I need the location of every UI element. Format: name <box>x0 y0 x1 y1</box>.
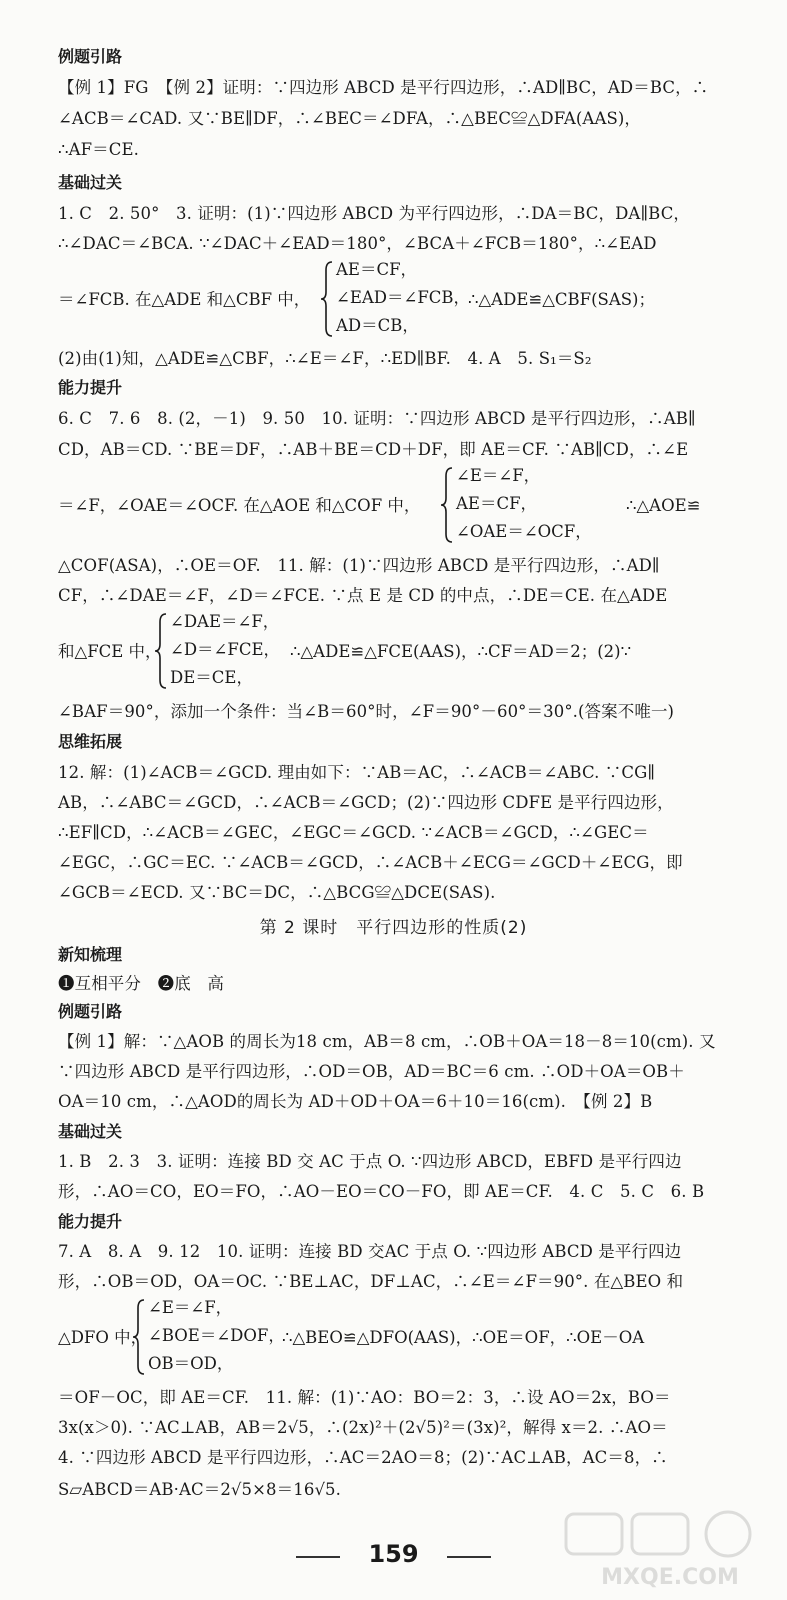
text-line: 【例 1】解：∵△AOB 的周长为18 cm，AB＝8 cm，∴OB＋OA＝18－8＝10(cm). 又 <box>58 1032 716 1051</box>
left-brace-icon <box>440 466 454 544</box>
text-line: ∠EGC，∴GC＝EC. ∵∠ACB＝∠GCD，∴∠ACB＋∠ECG＝∠GCD＋∠ECG，即 <box>58 853 683 872</box>
system-suffix: ∴△AOE≌ <box>626 496 701 515</box>
system-condition: ∠D＝∠FCE， <box>170 640 280 659</box>
text-line: 1. C 2. 50° 3. 证明：(1)∵四边形 ABCD 为平行四边形，∴DA＝BC，DA∥BC， <box>58 204 691 223</box>
watermark-text: MXQE.COM <box>601 1565 739 1590</box>
system-condition: AE＝CF， <box>336 260 418 279</box>
lesson-title: 第 2 课时 平行四边形的性质(2) <box>259 918 528 938</box>
left-brace-icon <box>154 612 168 690</box>
heading-liti-2: 例题引路 <box>58 1002 123 1021</box>
page-number: 159 <box>368 1540 419 1568</box>
text-line: ∴AF＝CE. <box>58 140 139 159</box>
system-prefix: △DFO 中， <box>58 1328 148 1347</box>
text-line: ＝OF－OC，即 AE＝CF. 11. 解：(1)∵AO：BO＝2：3，∴设 AO＝2x，BO＝ <box>58 1388 671 1407</box>
system-condition: ∠OAE＝∠OCF， <box>456 522 592 541</box>
system-prefix: ＝∠FCB. 在△ADE 和△CBF 中， <box>58 290 311 309</box>
text-line: 形，∴AO＝CO，EO＝FO，∴AO－EO＝CO－FO，即 AE＝CF. 4. C 5. C 6. B <box>58 1182 705 1201</box>
text-line: ∠GCB＝∠ECD. 又∵BC＝DC，∴△BCG≌△DCE(SAS). <box>58 883 496 902</box>
footer-dash-right <box>447 1556 491 1558</box>
system-condition: DE＝CE， <box>170 668 253 687</box>
text-line: 形，∴OB＝OD，OA＝OC. ∵BE⊥AC，DF⊥AC，∴∠E＝∠F＝90°. 在△BEO 和 <box>58 1272 684 1291</box>
text-line: S▱ABCD＝AB·AC＝2√5×8＝16√5. <box>58 1480 342 1499</box>
system-prefix: ＝∠F，∠OAE＝∠OCF. 在△AOE 和△COF 中， <box>58 496 421 515</box>
system-condition: ∠E＝∠F， <box>148 1298 233 1317</box>
text-line: 1. B 2. 3 3. 证明：连接 BD 交 AC 于点 O. ∵四边形 ABCD，EBFD 是平行四边 <box>58 1152 682 1171</box>
heading-nengli-2: 能力提升 <box>58 1212 123 1231</box>
system-condition: ∠E＝∠F， <box>456 466 541 485</box>
system-prefix: 和△FCE 中， <box>58 642 162 661</box>
watermark-logo <box>560 1508 780 1592</box>
text-line: 7. A 8. A 9. 12 10. 证明：连接 BD 交AC 于点 O. ∵四边形 ABCD 是平行四边 <box>58 1242 682 1261</box>
text-line: ❶互相平分 ❷底 高 <box>58 974 224 993</box>
system-condition: AE＝CF， <box>456 494 538 513</box>
text-line: 4. ∵四边形 ABCD 是平行四边形，∴AC＝2AO＝8；(2)∵AC⊥AB，AC＝8，∴ <box>58 1448 668 1467</box>
system-condition: ∠EAD＝∠FCB， <box>336 288 471 307</box>
text-line: CF，∴∠DAE＝∠F，∠D＝∠FCE. ∵点 E 是 CD 的中点，∴DE＝CE. 在△ADE <box>58 586 668 605</box>
system-condition: AD＝CB， <box>336 316 419 335</box>
heading-liti-1: 例题引路 <box>58 47 123 66</box>
equation-system-3 <box>58 610 748 694</box>
equation-system-4 <box>58 1296 748 1380</box>
equation-system-1 <box>58 258 748 342</box>
text-line: OA＝10 cm，∴△AOD的周长为 AD＋OD＋OA＝6＋10＝16(cm). 【例 2】B <box>58 1092 653 1111</box>
text-line: ∵四边形 ABCD 是平行四边形，∴OD＝OB，AD＝BC＝6 cm. ∴OD＋OA＝OB＋ <box>58 1062 685 1081</box>
text-line: ∴EF∥CD，∴∠ACB＝∠GEC，∠EGC＝∠GCD. ∵∠ACB＝∠GCD，∴∠GEC＝ <box>58 823 649 842</box>
system-suffix: ∴△BEO≌△DFO(AAS)，∴OE＝OF，∴OE－OA <box>282 1328 645 1347</box>
text-line: AB，∴∠ABC＝∠GCD，∴∠ACB＝∠GCD；(2)∵四边形 CDFE 是平行四边形， <box>58 793 674 812</box>
system-condition: ∠BOE＝∠DOF， <box>148 1326 285 1345</box>
text-line: 12. 解：(1)∠ACB＝∠GCD. 理由如下：∵AB＝AC，∴∠ACB＝∠ABC. ∵CG∥ <box>58 763 656 782</box>
text-line: 6. C 7. 6 8. (2，－1) 9. 50 10. 证明：∵四边形 ABCD 是平行四边形，∴AB∥ <box>58 409 696 428</box>
heading-nengli-1: 能力提升 <box>58 378 123 397</box>
left-brace-icon <box>320 260 334 338</box>
heading-jichu-1: 基础过关 <box>58 173 123 192</box>
text-line: CD，AB＝CD. ∵BE＝DF，∴AB＋BE＝CD＋DF，即 AE＝CF. ∵AB∥CD，∴∠E <box>58 440 689 459</box>
text-line: (2)由(1)知，△ADE≌△CBF，∴∠E＝∠F，∴ED∥BF. 4. A 5. S₁＝S₂ <box>58 349 592 368</box>
system-suffix: ∴△ADE≌△CBF(SAS)； <box>468 290 655 309</box>
system-suffix: ∴△ADE≌△FCE(AAS)，∴CF＝AD＝2；(2)∵ <box>290 642 632 661</box>
equation-system-2 <box>58 464 748 548</box>
heading-jichu-2: 基础过关 <box>58 1122 123 1141</box>
text-line: 3x(x＞0). ∵AC⊥AB，AB＝2√5，∴(2x)²＋(2√5)²＝(3x)²，解得 x＝2. ∴AO＝ <box>58 1418 668 1437</box>
system-condition: OB＝OD， <box>148 1354 234 1373</box>
text-line: ∴∠DAC＝∠BCA. ∵∠DAC＋∠EAD＝180°，∠BCA＋∠FCB＝180°，∴∠EAD <box>58 234 657 253</box>
text-line: ∠BAF＝90°，添加一个条件：当∠B＝60°时，∠F＝90°－60°＝30°.(答案不唯一) <box>58 702 675 721</box>
text-line: 【例 1】FG 【例 2】证明：∵四边形 ABCD 是平行四边形，∴AD∥BC，AD＝BC，∴ <box>58 78 709 97</box>
heading-xinzhi: 新知梳理 <box>58 945 123 964</box>
text-line: △COF(ASA)，∴OE＝OF. 11. 解：(1)∵四边形 ABCD 是平行四边形，∴AD∥ <box>58 556 660 575</box>
left-brace-icon <box>132 1298 146 1376</box>
heading-siwei: 思维拓展 <box>58 732 123 751</box>
text-line: ∠ACB＝∠CAD. 又∵BE∥DF，∴∠BEC＝∠DFA，∴△BEC≌△DFA(AAS)， <box>58 109 642 128</box>
system-condition: ∠DAE＝∠F， <box>170 612 280 631</box>
